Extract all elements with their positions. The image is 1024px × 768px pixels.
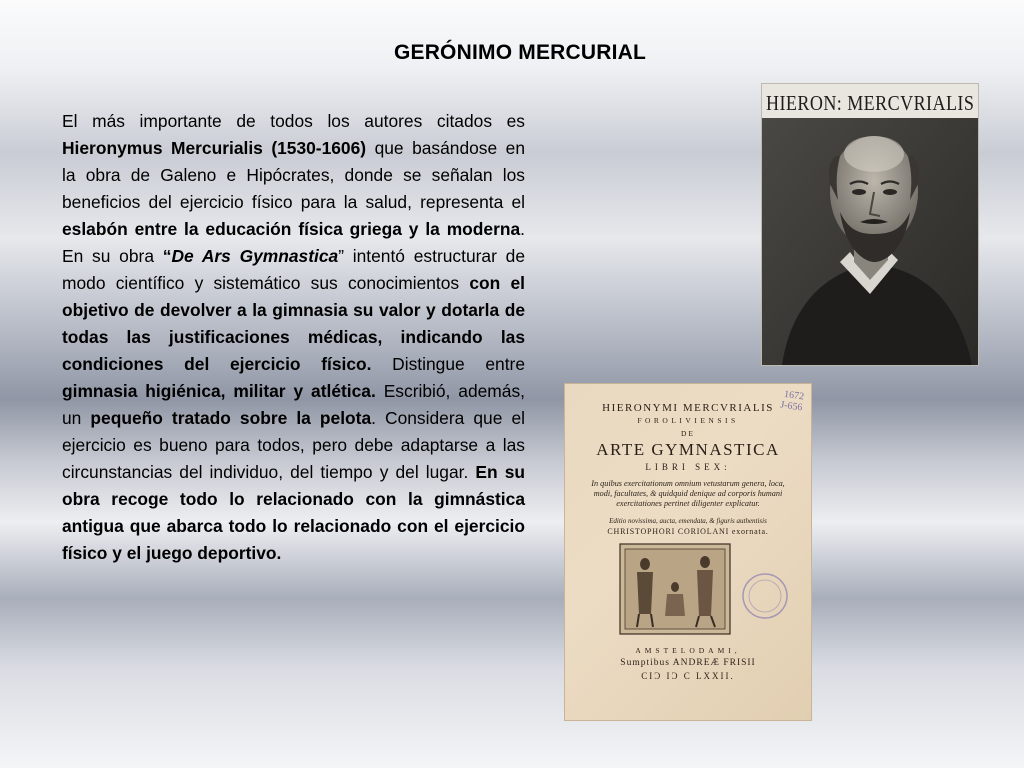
body-text-run: que basándose en la obra de Galeno e Hipócrates, donde se señalan los beneficios del ejercicio físico para la salud, representa el: [62, 138, 526, 212]
portrait-caption: HIERON: MERCVRIALIS: [766, 91, 975, 115]
book-title-page-image: [565, 384, 811, 720]
book-editor-line: CHRISTOPHORI CORIOLANI exornata.: [607, 527, 769, 536]
slide-title: GERÓNIMO MERCURIAL: [393, 41, 647, 64]
body-text-run: Hieronymus Mercurialis (1530-1606): [62, 138, 367, 158]
body-text-run: Distingue entre: [371, 354, 525, 374]
body-text-run: ” intentó estructurar de modo científico y sistemático sus conocimientos: [62, 246, 525, 293]
book-date-line: CIƆ IƆ C LXXII.: [641, 671, 735, 681]
body-text-run: En su obra recoge todo lo relacionado con la gimnástica antigua que abarca todo lo relacionado con el ejercicio físico y el juego deportivo.: [62, 462, 525, 563]
book-edition-line: Editio novissima, aucta, emendata, & figuris authentisis: [609, 517, 767, 525]
body-text-run: pequeño tratado sobre la pelota: [90, 408, 372, 428]
body-text-run: El más importante de todos los autores citados es: [62, 111, 525, 131]
body-text-run: eslabón entre la educación física griega y la moderna: [62, 219, 521, 239]
body-text-run: . Considera que el ejercicio es bueno para todos, pero debe adaptarse a las circunstancias del individuo, del tiempo y del lugar.: [62, 408, 525, 482]
book-origin-line: FOROLIVIENSIS: [637, 416, 739, 425]
body-text-run: Escribió, además, un: [62, 381, 525, 428]
portrait-drawing: [762, 84, 978, 365]
handwritten-note-line: 1672: [783, 388, 805, 403]
book-main-title: ARTE GYMNASTICA: [596, 440, 780, 459]
handwritten-note-line: J-656: [779, 399, 803, 414]
portrait-image: [762, 84, 978, 365]
book-publisher-line: Sumptibus ANDREÆ FRISII: [620, 658, 756, 668]
book-engraving: [565, 384, 811, 720]
body-text-run: . En su obra: [62, 219, 525, 266]
body-text-run: con el objetivo de devolver a la gimnasia su valor y dotarla de todas las justificaciones médicas, indicando las condiciones del ejercicio físico.: [62, 273, 525, 374]
book-handwritten-note: [779, 389, 804, 414]
book-author-line: HIERONYMI MERCVRIALIS: [602, 402, 774, 414]
body-paragraph: [62, 108, 525, 567]
book-libri-line: LIBRI SEX:: [645, 462, 731, 472]
body-text-run: gimnasia higiénica, militar y atlética.: [62, 381, 376, 401]
book-de-line: DE: [681, 429, 695, 438]
body-text-run: “: [162, 246, 172, 266]
body-text-run: De Ars Gymnastica: [171, 246, 339, 266]
book-place-line: AMSTELODAMI,: [635, 646, 741, 655]
book-description: In quibus exercitationum omnium vetustarum genera, loca, modi, facultates, & quidquid denique ad corporis humani exercitationes pertinet diligenter explicatur.: [591, 479, 785, 508]
